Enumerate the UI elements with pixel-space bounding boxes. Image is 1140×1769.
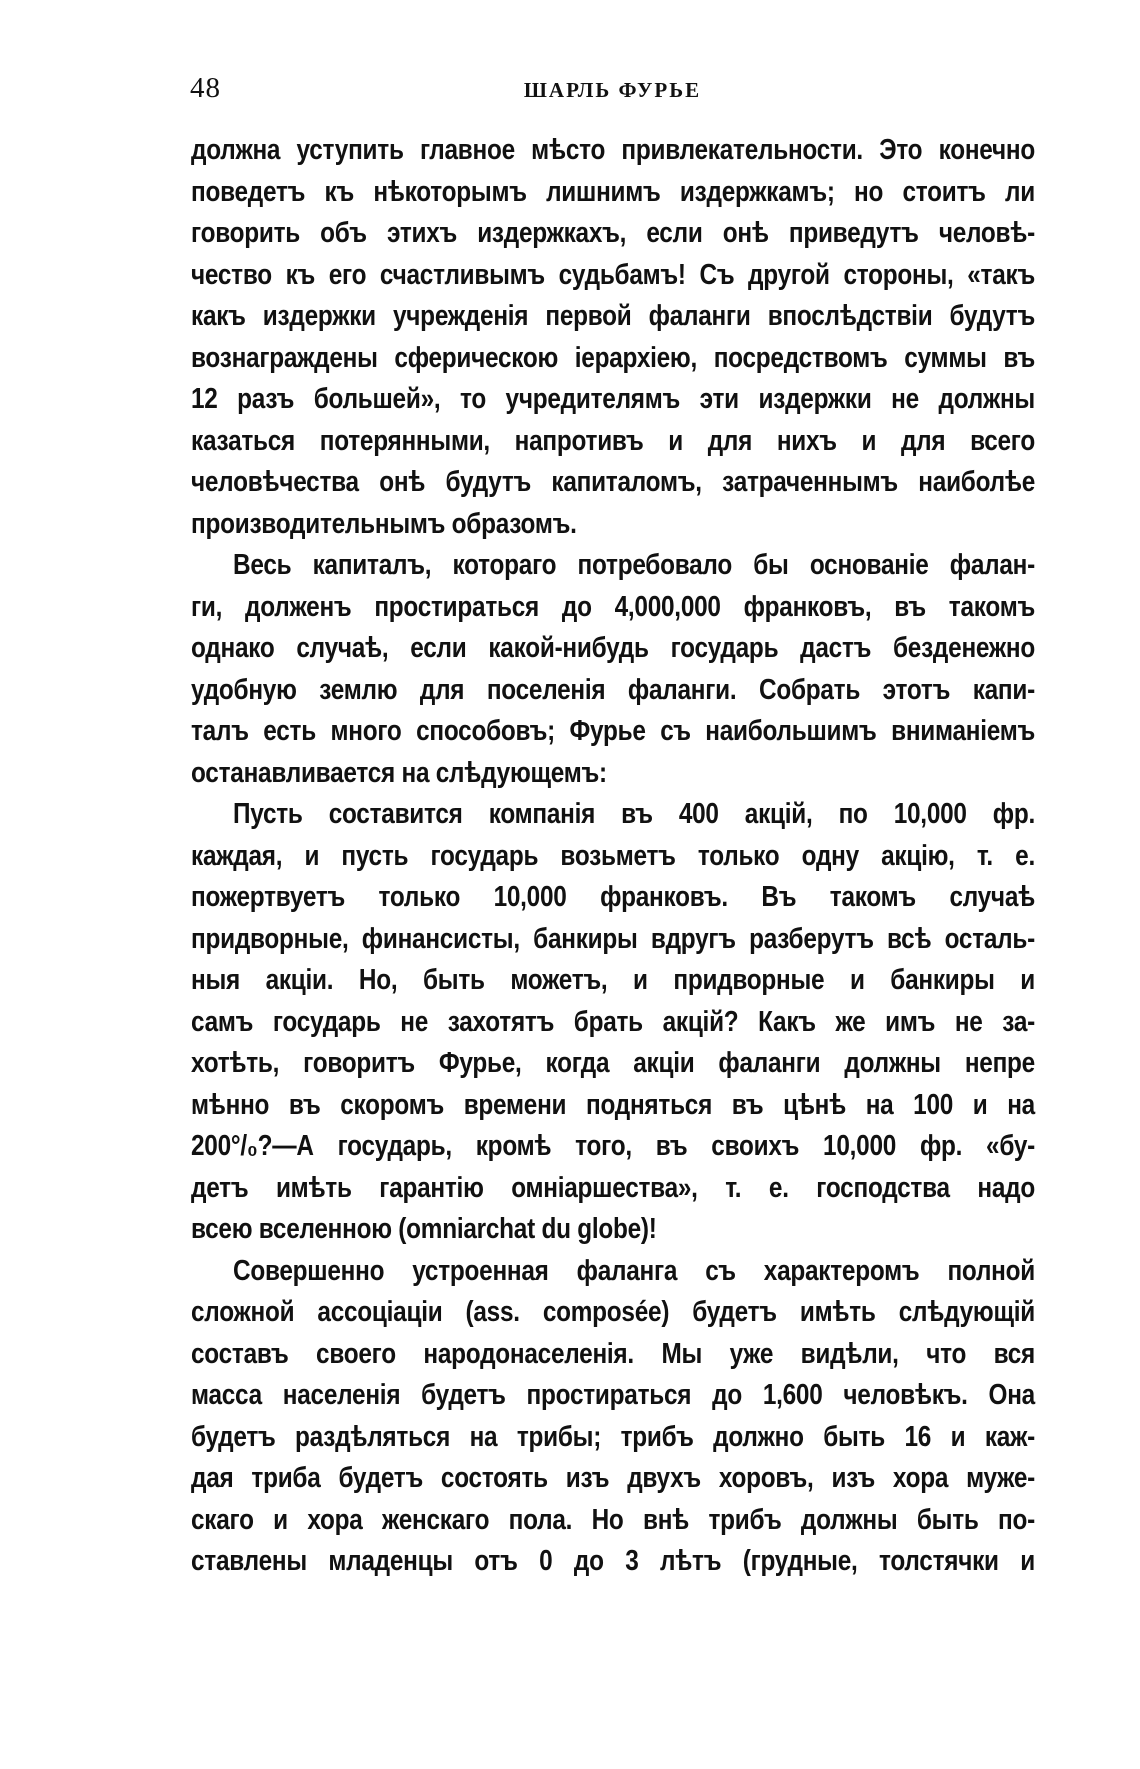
text-line: талъ есть много способовъ; Фурье съ наибольшимъ вниманіемъ: [191, 715, 1035, 747]
paragraph-start-line: Совершенно устроенная фаланга съ характеромъ полной: [233, 1254, 1035, 1287]
text-line: говорить объ этихъ издержкахъ, если онѣ приведутъ человѣ-: [191, 217, 1035, 249]
text-line: пожертвуетъ только 10,000 франковъ. Въ такомъ случаѣ: [191, 881, 1035, 913]
text-line: хотѣть, говоритъ Фурье, когда акціи фаланги должны непре: [191, 1047, 1035, 1079]
page-number: 48: [190, 72, 221, 104]
text-line: однако случаѣ, если какой-нибудь государь дастъ безденежно: [191, 632, 1035, 664]
text-line: ги, долженъ простираться до 4,000,000 франковъ, въ такомъ: [191, 590, 1035, 623]
text-line: 12 разъ большей», то учредителямъ эти издержки не должны: [191, 383, 1035, 415]
text-line: ставлены младенцы отъ 0 до 3 лѣтъ (грудные, толстячки и: [191, 1545, 1035, 1577]
text-line: ныя акціи. Но, быть можетъ, и придворные и банкиры и: [191, 964, 1035, 996]
text-line: 200°/₀?—А государь, кромѣ того, въ своихъ 10,000 фр. «бу-: [191, 1130, 1035, 1162]
text-line: удобную землю для поселенія фаланги. Собрать этотъ капи-: [191, 673, 1035, 706]
text-line: казаться потерянными, напротивъ и для нихъ и для всего: [191, 424, 1035, 457]
text-line: поведетъ къ нѣкоторымъ лишнимъ издержкамъ; но стоитъ ли: [191, 175, 1035, 208]
text-line: каждая, и пусть государь возьметъ только одну акцію, т. е.: [191, 839, 1035, 872]
text-line: детъ имѣть гарантію омніаршества», т. е. господства надо: [191, 1171, 1035, 1204]
body-text: [191, 130, 1035, 1583]
paragraph-end-line: всею вселенною (omniarchat du globe)!: [191, 1213, 657, 1245]
running-title: ШАРЛЬ ФУРЬЕ: [523, 78, 702, 102]
text-line: составъ своего народонаселенія. Мы уже видѣли, что вся: [191, 1337, 1035, 1370]
text-line: мѣнно въ скоромъ времени подняться въ цѣнѣ на 100 и на: [191, 1088, 1035, 1121]
text-line: должна уступить главное мѣсто привлекательности. Это конечно: [191, 134, 1035, 166]
text-line: масса населенія будетъ простираться до 1,600 человѣкъ. Она: [191, 1379, 1035, 1411]
paragraph-start-line: Пусть составится компанія въ 400 акцій, по 10,000 фр.: [233, 798, 1035, 830]
text-line: сложной ассоціаціи (ass. composée) будетъ имѣть слѣдующій: [191, 1296, 1035, 1328]
text-line: скаго и хора женскаго пола. Но внѣ трибъ должны быть по-: [191, 1503, 1035, 1536]
paragraph-end-line: производительнымъ образомъ.: [191, 507, 577, 540]
text-line: будетъ раздѣляться на трибы; трибъ должно быть 16 и каж-: [191, 1420, 1035, 1453]
paragraph-end-line: останавливается на слѣдующемъ:: [191, 756, 607, 789]
paragraph-start-line: Весь капиталъ, котораго потребовало бы основаніе фалан-: [233, 549, 1035, 581]
text-line: дая триба будетъ состоять изъ двухъ хоровъ, изъ хора муже-: [191, 1462, 1035, 1494]
text-line: вознаграждены сферическою іерархіею, посредствомъ суммы въ: [191, 341, 1035, 374]
page-header: [190, 72, 1035, 112]
text-line: самъ государь не захотятъ брать акцій? Какъ же имъ не за-: [191, 1005, 1035, 1038]
text-line: человѣчества онѣ будутъ капиталомъ, затраченнымъ наиболѣе: [191, 466, 1035, 498]
text-line: придворные, финансисты, банкиры вдругъ разберутъ всѣ осталь-: [191, 922, 1035, 955]
text-line: какъ издержки учрежденія первой фаланги впослѣдствіи будутъ: [191, 300, 1035, 332]
text-line: чество къ его счастливымъ судьбамъ! Съ другой стороны, «такъ: [191, 258, 1035, 291]
